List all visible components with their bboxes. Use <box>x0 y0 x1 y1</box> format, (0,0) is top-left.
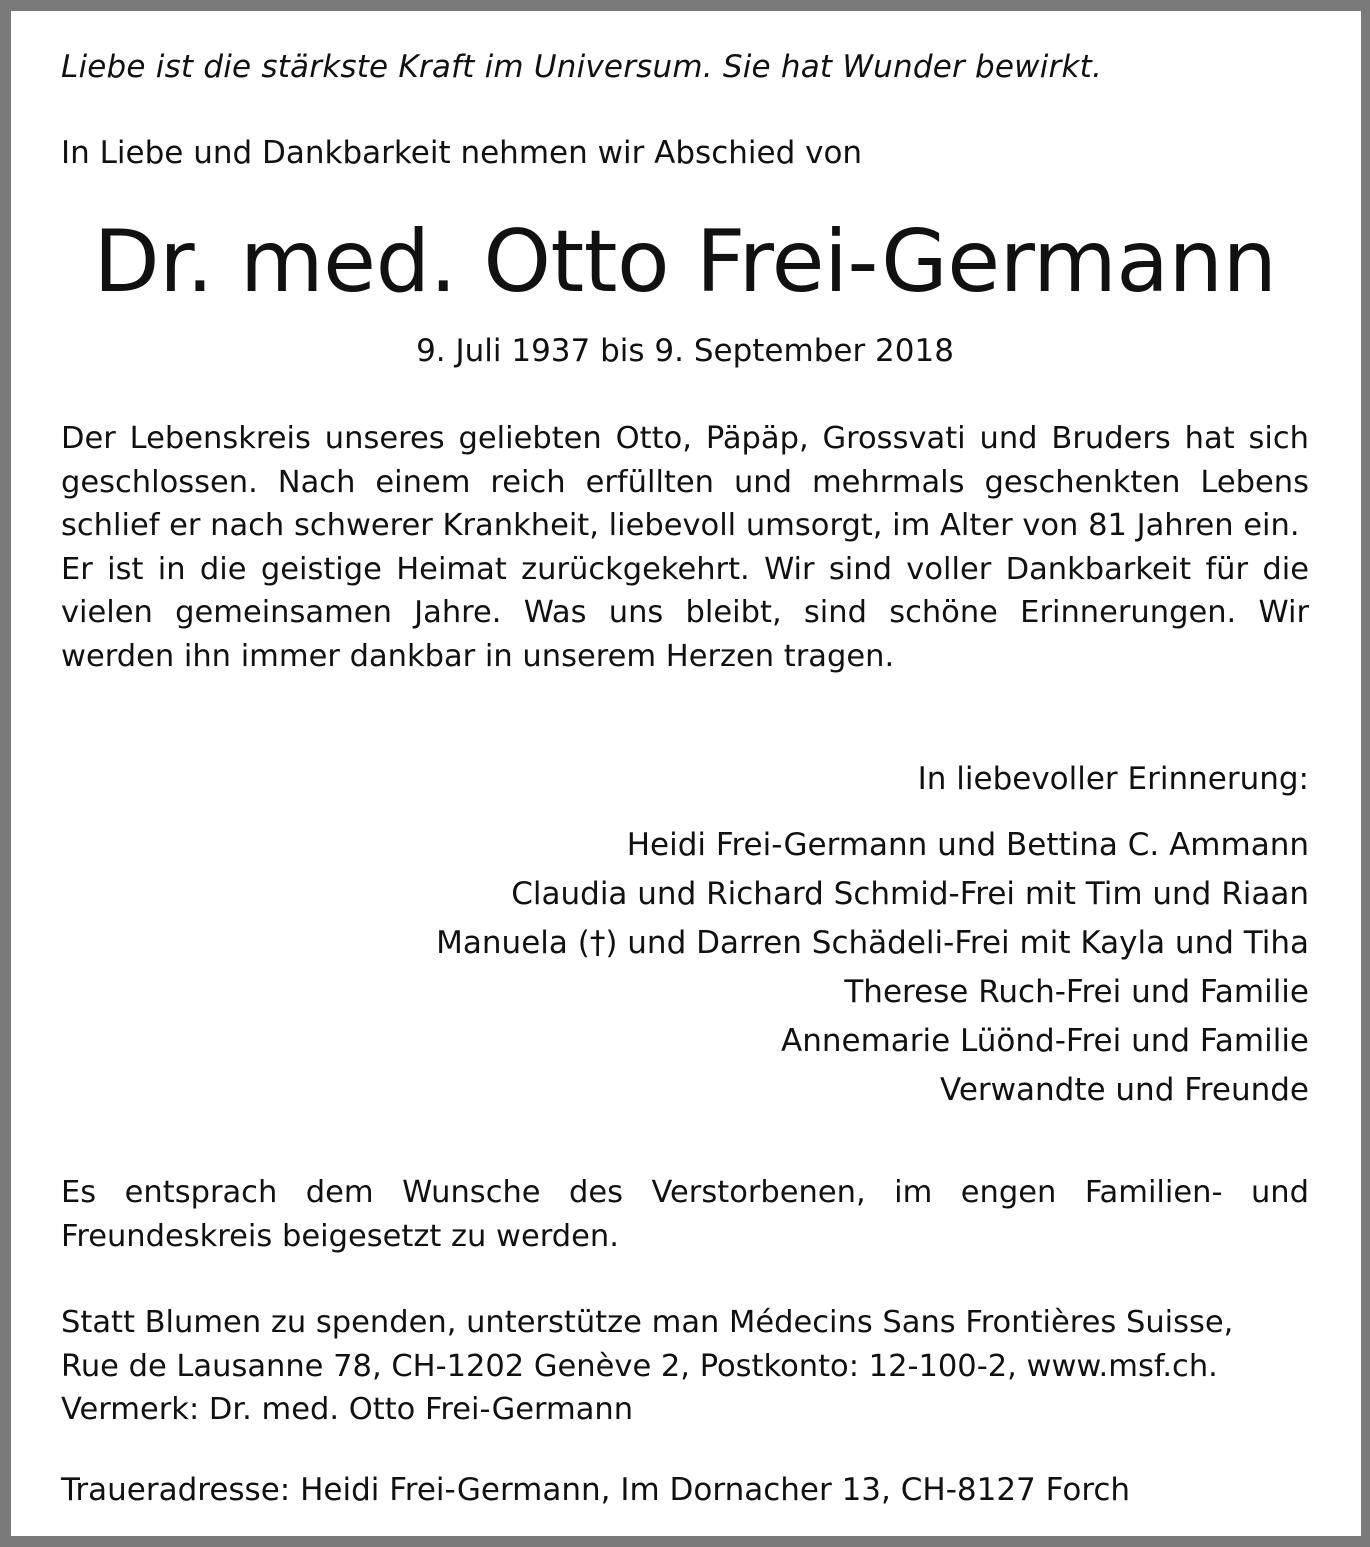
mourner-item: Manuela (†) und Darren Schädeli-Frei mit Kayla und Tiha <box>436 925 1309 961</box>
deceased-name: Dr. med. Otto Frei-Germann <box>93 212 1277 312</box>
obituary-page <box>11 11 1361 1536</box>
mourner-item: Annemarie Lüönd-Frei und Familie <box>781 1023 1309 1059</box>
burial-notice: Es entsprach dem Wunsche des Verstorbenen, im engen Familien- und Freundeskreis beigesetzt zu werden. <box>61 1175 1309 1254</box>
mourner-item: Heidi Frei-Germann und Bettina C. Ammann <box>626 827 1309 863</box>
donation-line-2: Rue de Lausanne 78, CH-1202 Genève 2, Postkonto: 12-100-2, www.msf.ch. <box>61 1348 1218 1384</box>
life-dates: 9. Juli 1937 bis 9. September 2018 <box>416 333 954 369</box>
mourner-item: Verwandte und Freunde <box>940 1072 1309 1108</box>
donation-line-1: Statt Blumen zu spenden, unterstütze man Médecins Sans Frontières Suisse, <box>61 1305 1234 1340</box>
mourners-list <box>61 821 1309 1115</box>
donation-notice <box>61 1301 1309 1432</box>
body-paragraph-2: Er ist in die geistige Heimat zurückgekehrt. Wir sind voller Dankbarkeit für die vielen gemeinsamen Jahre. Was uns bleibt, sind schöne Erinnerungen. Wir werden ihn immer dankbar in unserem Herzen tragen. <box>61 551 1309 674</box>
motto-quote: Liebe ist die stärkste Kraft im Universum. Sie hat Wunder bewirkt. <box>61 49 1103 85</box>
mourner-item: Therese Ruch-Frei und Familie <box>844 974 1309 1010</box>
remembrance-heading: In liebevoller Erinnerung: <box>917 761 1309 797</box>
body-paragraph-1: Der Lebenskreis unseres geliebten Otto, Päpäp, Grossvati und Bruders hat sich geschlossen. Nach einem reich erfüllten und mehrmals geschenkten Lebens schlief er nach schwerer Krankheit, liebevoll umsorgt, im Alter von 81 Jahren ein. <box>61 421 1309 543</box>
intro-line: In Liebe und Dankbarkeit nehmen wir Abschied von <box>61 135 863 171</box>
donation-line-3: Vermerk: Dr. med. Otto Frei-Germann <box>61 1392 634 1427</box>
obituary-body <box>61 417 1309 678</box>
mourner-item: Claudia und Richard Schmid-Frei mit Tim und Riaan <box>511 876 1309 912</box>
mourning-address: Traueradresse: Heidi Frei-Germann, Im Dornacher 13, CH-8127 Forch <box>61 1472 1131 1508</box>
